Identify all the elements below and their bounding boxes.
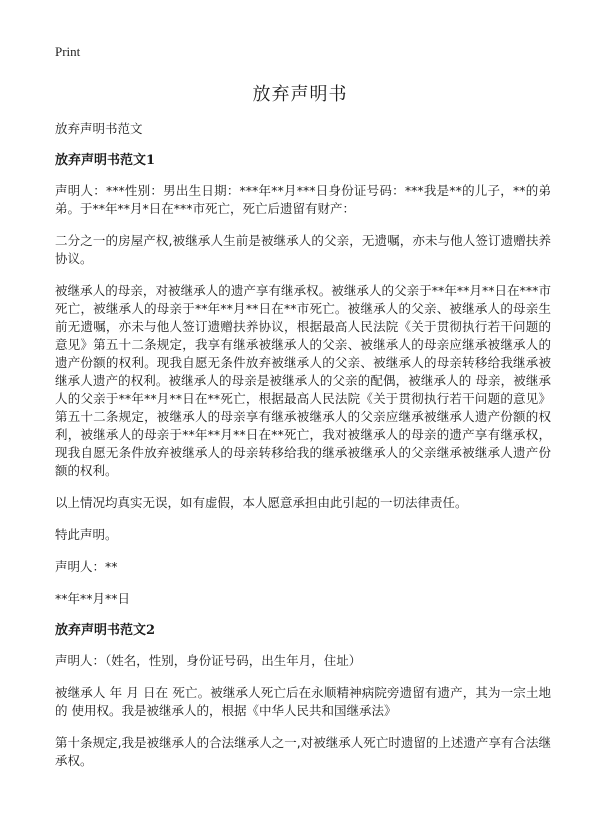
section1-paragraph-declarant-info: 声明人：***性别：男出生日期：***年**月***日身份证号码：***我是**的儿子，**的弟弟。于**年**月*日在***市死亡，死亡后遗留有财产： — [55, 183, 551, 216]
page-title: 放弃声明书 — [252, 84, 348, 105]
section2-paragraph-deceased: 被继承人 年 月 日在 死亡。被继承人死亡后在永顺精神病院旁遗留有遗产，其为一宗土地的 使用权。我是被继承人的，根据《中华人民共和国继承法》 — [55, 685, 551, 718]
section1-paragraph-declaration: 特此声明。 — [55, 527, 118, 542]
section1-heading: 放弃声明书范文1 — [55, 153, 156, 168]
document-subtitle: 放弃声明书范文 — [55, 121, 143, 136]
section1-paragraph-truthfulness: 以上情况均真实无误，如有虚假，本人愿意承担由此引起的一切法律责任。 — [55, 495, 468, 510]
document-body — [55, 120, 551, 784]
section2-heading: 放弃声明书范文2 — [55, 623, 156, 638]
section2-paragraph-declarant: 声明人：（姓名，性别，身份证号码，出生年月，住址） — [55, 653, 362, 668]
section1-date: **年**月**日 — [55, 591, 131, 606]
section2-paragraph-legal-basis: 第十条规定,我是被继承人的合法继承人之一,对被继承人死亡时遗留的上述遗产享有合法继承权。 — [55, 735, 551, 768]
section1-paragraph-inheritance: 被继承人的母亲，对被继承人的遗产享有继承权。被继承人的父亲于**年**月**日在***市死亡，被继承人的母亲于**年**月**日在**市死亡。被继承人的父亲、被继承人的母亲生前无遗嘱，亦未与他人签订遗赠扶养协议，根据最高人民法院《关于贯彻执行若干问题的意见》第五十二条规定，我享有继承被继承人的父亲、被继承人的母亲应继承被继承人的遗产份额的权利。现我自愿无条件放弃被继承人的父亲、被继承人的母亲转移给我继承被继承人遗产的权利。被继承人的母亲是被继承人的父亲的配偶，被继承人的 母亲，被继承人的父亲于**年**月**日在**死亡，根据最高人民法院《关于贯彻执行若干问题的意见》第五十二条规定，被继承人的母亲享有继承被继承人的父亲应继承被继承人遗产份额的权利，被继承人的母亲于**年**月**日在**死亡，我对被继承人的母亲的遗产享有继承权，现我自愿无条件放弃被继承人的母亲转移给我的继承被继承人的父亲继承被继承人遗产份额的权利。 — [55, 283, 551, 478]
section1-paragraph-property: 二分之一的房屋产权,被继承人生前是被继承人的父亲，无遗嘱，亦未与他人签订遗赠扶养协议。 — [55, 233, 551, 266]
print-button[interactable]: Print — [55, 44, 81, 59]
section1-signature: 声明人：** — [55, 559, 118, 574]
